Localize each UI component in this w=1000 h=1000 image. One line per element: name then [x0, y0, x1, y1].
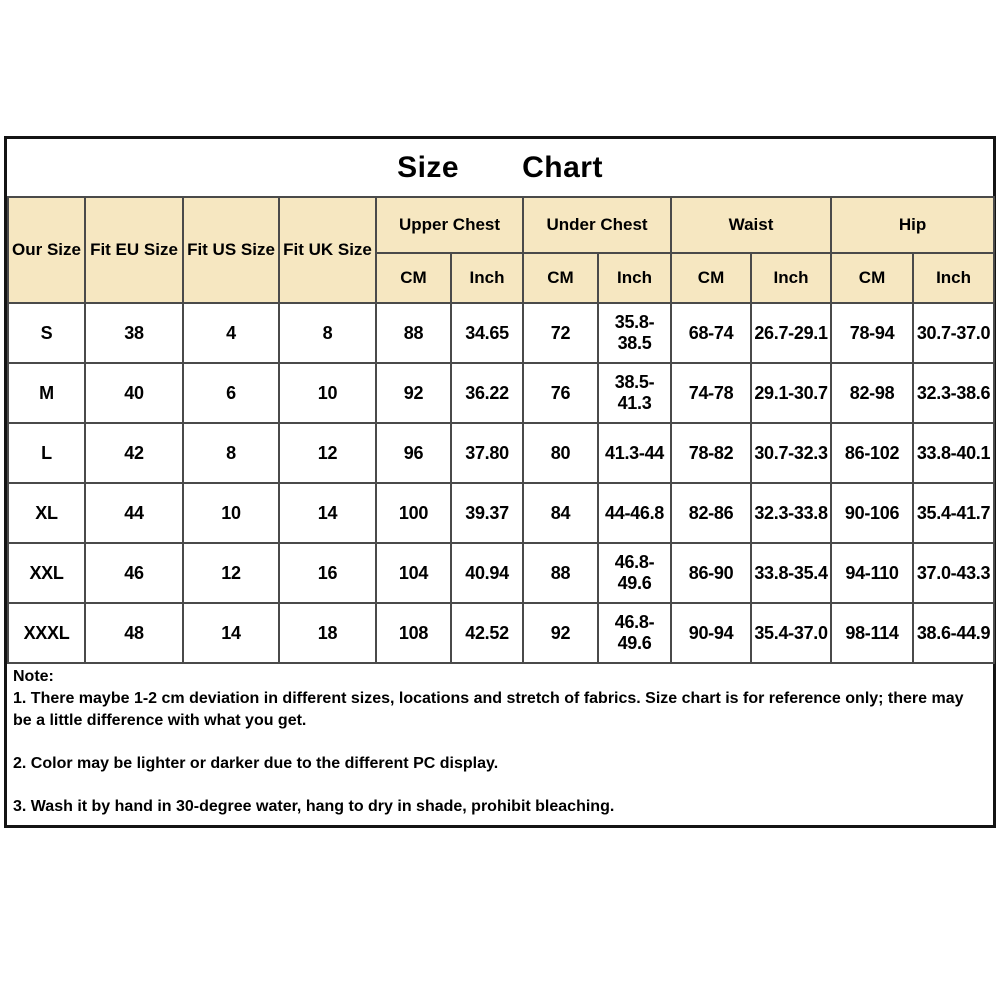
column-header-fit-uk-size: Fit UK Size [279, 197, 376, 303]
table-cell: 86-102 [831, 423, 913, 483]
table-cell: 46.8-49.6 [598, 603, 671, 663]
table-cell: 94-110 [831, 543, 913, 603]
table-cell: 44 [85, 483, 183, 543]
table-cell: 35.8-38.5 [598, 303, 671, 363]
table-cell: XL [8, 483, 85, 543]
column-header-fit-eu-size: Fit EU Size [85, 197, 183, 303]
note-item-1: 1. There maybe 1-2 cm deviation in different sizes, locations and stretch of fabrics. Size chart is for reference only; there may be a little difference with what you get. [13, 690, 964, 729]
table-cell: 42.52 [451, 603, 523, 663]
unit-header-cm: CM [831, 253, 913, 303]
size-chart-table [7, 196, 995, 664]
table-cell: 40 [85, 363, 183, 423]
column-group-under-chest: Under Chest [523, 197, 671, 253]
table-cell: 34.65 [451, 303, 523, 363]
table-cell: 76 [523, 363, 598, 423]
table-cell: XXXL [8, 603, 85, 663]
table-cell: 80 [523, 423, 598, 483]
table-cell: 30.7-37.0 [913, 303, 994, 363]
table-cell: 72 [523, 303, 598, 363]
table-cell: 12 [183, 543, 279, 603]
column-group-upper-chest: Upper Chest [376, 197, 523, 253]
page-title [7, 139, 993, 196]
table-cell: 12 [279, 423, 376, 483]
table-cell: 37.0-43.3 [913, 543, 994, 603]
column-group-waist: Waist [671, 197, 831, 253]
table-cell: 82-98 [831, 363, 913, 423]
table-cell: 82-86 [671, 483, 751, 543]
table-cell: 90-94 [671, 603, 751, 663]
table-cell: XXL [8, 543, 85, 603]
table-cell: 36.22 [451, 363, 523, 423]
table-cell: 100 [376, 483, 451, 543]
table-cell: 18 [279, 603, 376, 663]
table-cell: 46.8-49.6 [598, 543, 671, 603]
table-cell: 44-46.8 [598, 483, 671, 543]
table-cell: 29.1-30.7 [751, 363, 831, 423]
table-cell: S [8, 303, 85, 363]
table-cell: 74-78 [671, 363, 751, 423]
table-cell: 84 [523, 483, 598, 543]
table-cell: 10 [279, 363, 376, 423]
table-cell: 30.7-32.3 [751, 423, 831, 483]
unit-header-inch: Inch [913, 253, 994, 303]
unit-header-inch: Inch [598, 253, 671, 303]
table-cell: 14 [279, 483, 376, 543]
table-cell: 8 [183, 423, 279, 483]
unit-header-cm: CM [523, 253, 598, 303]
table-row-l [8, 423, 994, 483]
table-cell: 33.8-35.4 [751, 543, 831, 603]
table-cell: 26.7-29.1 [751, 303, 831, 363]
table-cell: 14 [183, 603, 279, 663]
column-group-hip: Hip [831, 197, 994, 253]
table-row-s [8, 303, 994, 363]
unit-header-cm: CM [376, 253, 451, 303]
notes-section [7, 664, 993, 818]
note-item-2: 2. Color may be lighter or darker due to the different PC display. [13, 755, 499, 772]
table-cell: 8 [279, 303, 376, 363]
table-cell: L [8, 423, 85, 483]
table-cell: 37.80 [451, 423, 523, 483]
unit-header-cm: CM [671, 253, 751, 303]
unit-header-inch: Inch [751, 253, 831, 303]
table-cell: 6 [183, 363, 279, 423]
title-word-size: Size [397, 150, 460, 184]
table-cell: 46 [85, 543, 183, 603]
table-cell: 88 [376, 303, 451, 363]
table-cell: 92 [523, 603, 598, 663]
table-cell: 35.4-37.0 [751, 603, 831, 663]
table-cell: 108 [376, 603, 451, 663]
column-header-our-size: Our Size [8, 197, 85, 303]
note-item-3: 3. Wash it by hand in 30-degree water, hang to dry in shade, prohibit bleaching. [13, 798, 615, 815]
table-cell: 38.5-41.3 [598, 363, 671, 423]
table-cell: 96 [376, 423, 451, 483]
table-cell: 86-90 [671, 543, 751, 603]
table-cell: 92 [376, 363, 451, 423]
table-cell: 90-106 [831, 483, 913, 543]
table-row-xl [8, 483, 994, 543]
table-cell: 32.3-38.6 [913, 363, 994, 423]
table-cell: 68-74 [671, 303, 751, 363]
table-cell: 98-114 [831, 603, 913, 663]
table-cell: 38.6-44.9 [913, 603, 994, 663]
size-chart-frame [4, 136, 996, 828]
table-row-xxl [8, 543, 994, 603]
table-cell: 38 [85, 303, 183, 363]
table-cell: 42 [85, 423, 183, 483]
table-cell: 48 [85, 603, 183, 663]
table-row-m [8, 363, 994, 423]
table-cell: 39.37 [451, 483, 523, 543]
column-header-fit-us-size: Fit US Size [183, 197, 279, 303]
table-cell: 88 [523, 543, 598, 603]
table-cell: 33.8-40.1 [913, 423, 994, 483]
table-cell: 41.3-44 [598, 423, 671, 483]
table-cell: 16 [279, 543, 376, 603]
table-cell: 4 [183, 303, 279, 363]
table-cell: 78-94 [831, 303, 913, 363]
unit-header-inch: Inch [451, 253, 523, 303]
table-cell: 10 [183, 483, 279, 543]
table-cell: M [8, 363, 85, 423]
table-row-xxxl [8, 603, 994, 663]
table-cell: 35.4-41.7 [913, 483, 994, 543]
title-word-chart: Chart [522, 150, 603, 184]
table-cell: 78-82 [671, 423, 751, 483]
table-cell: 104 [376, 543, 451, 603]
table-cell: 40.94 [451, 543, 523, 603]
notes-label: Note: [13, 668, 54, 685]
table-cell: 32.3-33.8 [751, 483, 831, 543]
